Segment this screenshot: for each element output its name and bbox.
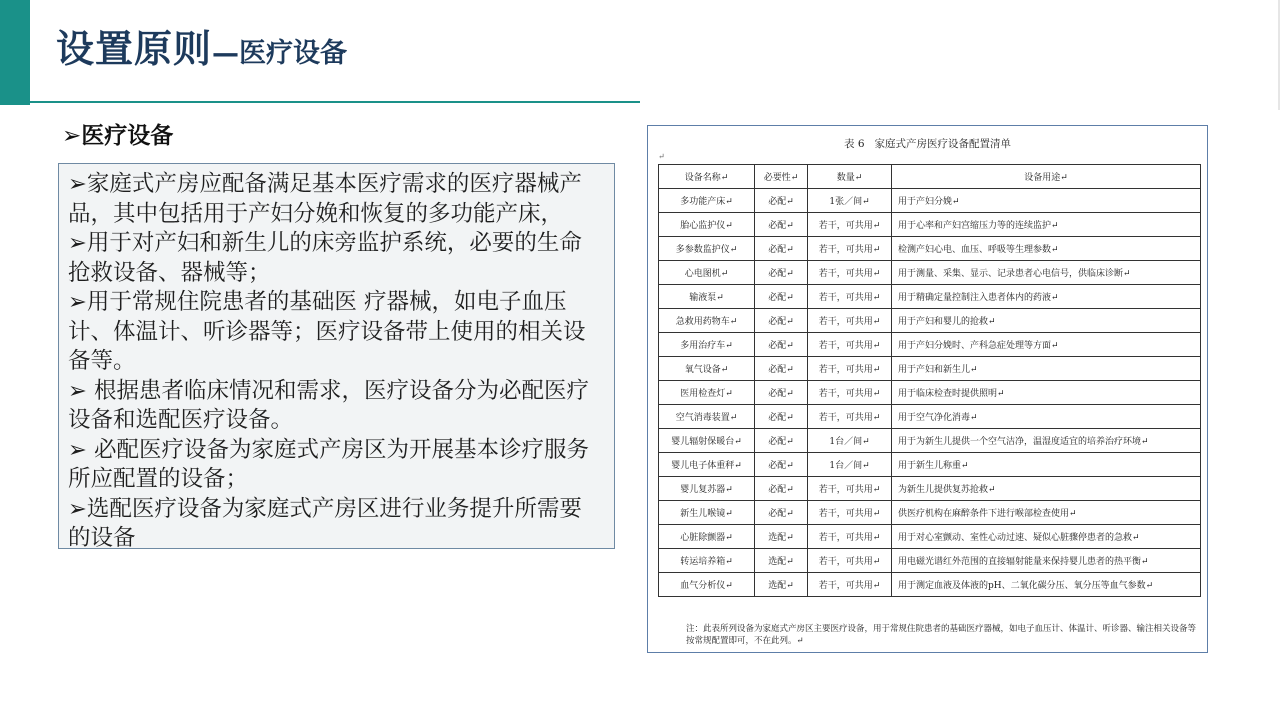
table-row: [659, 525, 1201, 549]
column-header-necessity: 必要性↵: [755, 165, 808, 189]
cell-usage: 用于精确定量控制注入患者体内的药液↵: [892, 285, 1201, 309]
cell-necessity: 必配↵: [755, 333, 808, 357]
table-row: [659, 333, 1201, 357]
cell-usage: 用于产妇和新生儿↵: [892, 357, 1201, 381]
table-row: [659, 429, 1201, 453]
table-header-row: [659, 165, 1201, 189]
cell-name: 新生儿喉镜↵: [659, 501, 755, 525]
cell-usage: 用于产妇分娩时、产科急症处理等方面↵: [892, 333, 1201, 357]
description-paragraph: ➢用于常规住院患者的基础医 疗器械，如电子血压计、体温计、听诊器等；医疗设备带上使用的相关设备等。: [68, 289, 586, 374]
cell-quantity: 若干，可共用↵: [808, 213, 892, 237]
cell-necessity: 选配↵: [755, 573, 808, 597]
cell-usage: 用于对心室颤动、室性心动过速、疑似心脏骤停患者的急救↵: [892, 525, 1201, 549]
cell-necessity: 必配↵: [755, 309, 808, 333]
table-row: [659, 501, 1201, 525]
page-title: [56, 18, 347, 73]
cell-name: 婴儿电子体重秤↵: [659, 453, 755, 477]
cell-necessity: 必配↵: [755, 189, 808, 213]
cell-usage: 用于产妇和婴儿的抢救↵: [892, 309, 1201, 333]
table-row: [659, 405, 1201, 429]
table-row: [659, 213, 1201, 237]
section-heading: ➢医疗设备: [62, 123, 174, 149]
cell-necessity: 必配↵: [755, 381, 808, 405]
cell-usage: 用于新生儿称重↵: [892, 453, 1201, 477]
cell-necessity: 必配↵: [755, 429, 808, 453]
description-paragraph: ➢ 根据患者临床情况和需求，医疗设备分为必配医疗设备和选配医疗设备。: [68, 377, 590, 433]
cell-name: 急救用药物车↵: [659, 309, 755, 333]
cell-usage: 用于心率和产妇宫缩压力等的连续监护↵: [892, 213, 1201, 237]
cell-quantity: 若干，可共用↵: [808, 477, 892, 501]
cell-name: 胎心监护仪↵: [659, 213, 755, 237]
cell-quantity: 若干，可共用↵: [808, 573, 892, 597]
title-accent-bar: [0, 0, 30, 105]
cell-quantity: 若干，可共用↵: [808, 357, 892, 381]
cell-name: 血气分析仪↵: [659, 573, 755, 597]
cell-name: 心脏除颤器↵: [659, 525, 755, 549]
title-underline: [30, 101, 640, 103]
equipment-table-image: [647, 125, 1208, 653]
cell-quantity: 若干，可共用↵: [808, 333, 892, 357]
cell-usage: 用于为新生儿提供一个空气洁净，温湿度适宜的培养治疗环境↵: [892, 429, 1201, 453]
description-paragraph: ➢家庭式产房应配备满足基本医疗需求的医疗器械产品，其中包括用于产妇分娩和恢复的多功能产床，: [68, 171, 582, 227]
cell-quantity: 若干，可共用↵: [808, 261, 892, 285]
cell-necessity: 必配↵: [755, 285, 808, 309]
cell-usage: 用于测量、采集、显示、记录患者心电信号，供临床诊断↵: [892, 261, 1201, 285]
table-row: [659, 285, 1201, 309]
table-row: [659, 309, 1201, 333]
cell-quantity: 若干，可共用↵: [808, 285, 892, 309]
table-row: [659, 453, 1201, 477]
table-row: [659, 261, 1201, 285]
table-note: 注：此表所列设备为家庭式产房区主要医疗设备，用于常规住院患者的基础医疗器械，如电子血压计、体温计、听诊器、输注相关设备等按常规配置即可，不在此列。↵: [686, 624, 1197, 646]
cell-name: 心电图机↵: [659, 261, 755, 285]
page-title-main: 设置原则: [56, 27, 213, 71]
cell-quantity: 1台／间↵: [808, 453, 892, 477]
table-caption-title: 家庭式产房医疗设备配置清单: [874, 138, 1012, 150]
column-header-usage: 设备用途↵: [892, 165, 1201, 189]
cell-necessity: 必配↵: [755, 261, 808, 285]
table-caption: [648, 136, 1207, 151]
cell-quantity: 若干，可共用↵: [808, 309, 892, 333]
table-row: [659, 549, 1201, 573]
table-row: [659, 189, 1201, 213]
cell-name: 氧气设备↵: [659, 357, 755, 381]
column-header-quantity: 数量↵: [808, 165, 892, 189]
cell-usage: 检测产妇心电、血压、呼吸等生理参数↵: [892, 237, 1201, 261]
paragraph-mark: ↵: [658, 152, 665, 161]
cell-quantity: 若干，可共用↵: [808, 501, 892, 525]
cell-name: 多用治疗车↵: [659, 333, 755, 357]
description-box: [58, 163, 615, 549]
cell-necessity: 必配↵: [755, 453, 808, 477]
cell-necessity: 必配↵: [755, 405, 808, 429]
cell-quantity: 若干，可共用↵: [808, 237, 892, 261]
cell-usage: 用于测定血液及体液的pH、二氧化碳分压、氧分压等血气参数↵: [892, 573, 1201, 597]
cell-necessity: 必配↵: [755, 237, 808, 261]
cell-usage: 用于空气净化消毒↵: [892, 405, 1201, 429]
table-row: [659, 477, 1201, 501]
table-row: [659, 381, 1201, 405]
cell-name: 转运培养箱↵: [659, 549, 755, 573]
description-paragraph: ➢ 必配医疗设备为家庭式产房区为开展基本诊疗服务 所应配置的设备；: [68, 436, 590, 492]
cell-necessity: 必配↵: [755, 501, 808, 525]
cell-usage: 为新生儿提供复苏抢救↵: [892, 477, 1201, 501]
table-row: [659, 357, 1201, 381]
cell-quantity: 若干，可共用↵: [808, 549, 892, 573]
cell-name: 婴儿复苏器↵: [659, 477, 755, 501]
cell-usage: 用于产妇分娩↵: [892, 189, 1201, 213]
column-header-name: 设备名称↵: [659, 165, 755, 189]
page-title-sub: —医疗设备: [212, 38, 348, 69]
cell-quantity: 若干，可共用↵: [808, 405, 892, 429]
table-row: [659, 573, 1201, 597]
cell-necessity: 必配↵: [755, 213, 808, 237]
cell-necessity: 选配↵: [755, 525, 808, 549]
table-row: [659, 237, 1201, 261]
cell-name: 空气消毒装置↵: [659, 405, 755, 429]
cell-usage: 用电磁光谱红外范围的直接辐射能量来保持婴儿患者的热平衡↵: [892, 549, 1201, 573]
description-paragraph: ➢用于对产妇和新生儿的床旁监护系统，必要的生命抢救设备、器械等；: [68, 230, 582, 286]
equipment-table: [658, 164, 1201, 597]
cell-necessity: 选配↵: [755, 549, 808, 573]
description-paragraph: ➢选配医疗设备为家庭式产房区进行业务提升所需要的设备: [68, 495, 582, 549]
cell-name: 医用检查灯↵: [659, 381, 755, 405]
cell-name: 多功能产床↵: [659, 189, 755, 213]
cell-quantity: 1台／间↵: [808, 429, 892, 453]
cell-usage: 用于临床检查时提供照明↵: [892, 381, 1201, 405]
cell-name: 输液泵↵: [659, 285, 755, 309]
cell-usage: 供医疗机构在麻醉条件下进行喉部检查使用↵: [892, 501, 1201, 525]
cell-necessity: 必配↵: [755, 477, 808, 501]
cell-necessity: 必配↵: [755, 357, 808, 381]
cell-name: 多参数监护仪↵: [659, 237, 755, 261]
cell-quantity: 若干，可共用↵: [808, 525, 892, 549]
cell-name: 婴儿辐射保暖台↵: [659, 429, 755, 453]
table-caption-number: 表 6: [843, 138, 865, 150]
cell-quantity: 若干，可共用↵: [808, 381, 892, 405]
cell-quantity: 1张／间↵: [808, 189, 892, 213]
